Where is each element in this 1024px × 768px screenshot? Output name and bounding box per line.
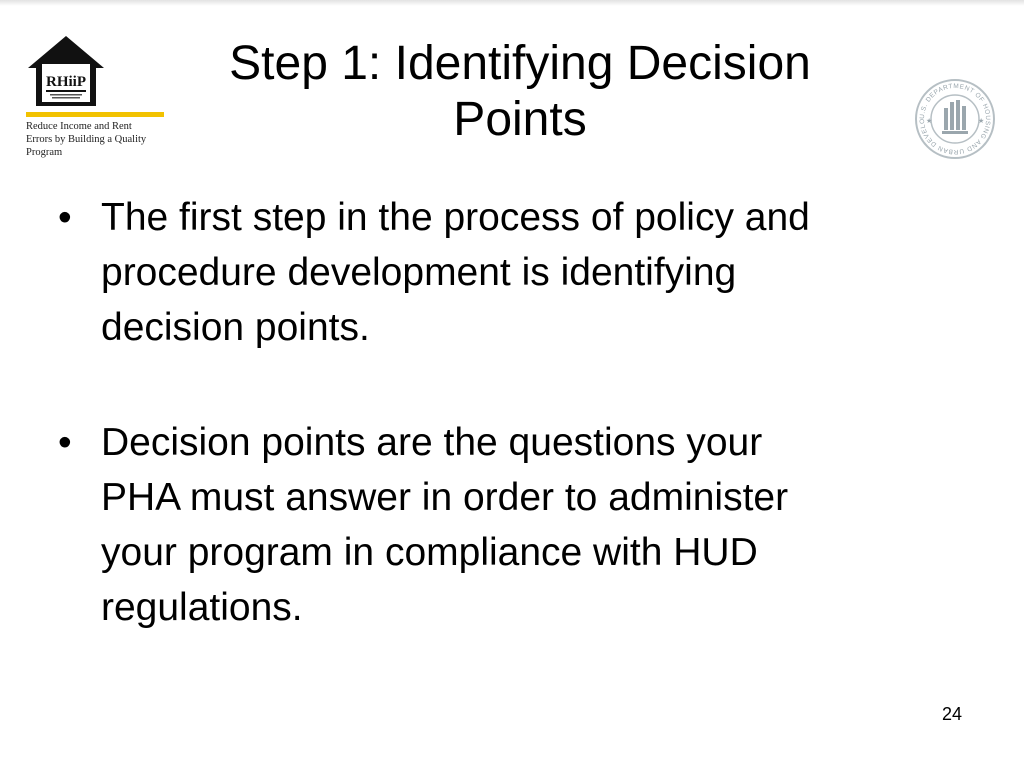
bullet-item [58, 415, 958, 635]
bullet-item [58, 190, 958, 355]
bullet-marker: • [58, 421, 72, 464]
logo-accent-bar [26, 112, 164, 117]
bullet-line: regulations. [101, 586, 303, 629]
slide-title [170, 36, 870, 148]
bullet-line: The first step in the process of policy and [101, 196, 810, 239]
svg-text:★: ★ [926, 117, 933, 125]
bullet-list [58, 190, 958, 695]
bullet-line: your program in compliance with HUD [101, 531, 758, 574]
seal-text: U.S. DEPARTMENT OF HOUSING AND URBAN DEVELO [918, 82, 992, 156]
bullet-line: Decision points are the questions your [101, 421, 763, 464]
logo-badge-text: RHiiP [46, 74, 86, 90]
bullet-marker: • [58, 196, 72, 239]
bullet-line: PHA must answer in order to administer [101, 476, 789, 519]
logo-tagline-line: Errors by Building a Quality [26, 134, 147, 145]
svg-text:★: ★ [978, 117, 985, 125]
logo-tagline-line: Program [26, 147, 63, 158]
logo-tagline-line: Reduce Income and Rent [26, 121, 132, 132]
top-shade [0, 0, 1024, 6]
bullet-line: procedure development is identifying [101, 251, 737, 294]
hud-seal-icon [914, 78, 996, 160]
logo-tagline [26, 120, 168, 159]
page-number: 24 [941, 704, 962, 724]
slide-title-line: Step 1: Identifying Decision [229, 37, 811, 90]
rhiip-logo [26, 34, 168, 164]
house-icon [26, 34, 106, 110]
slide-title-line: Points [453, 93, 587, 146]
bullet-line: decision points. [101, 306, 370, 349]
